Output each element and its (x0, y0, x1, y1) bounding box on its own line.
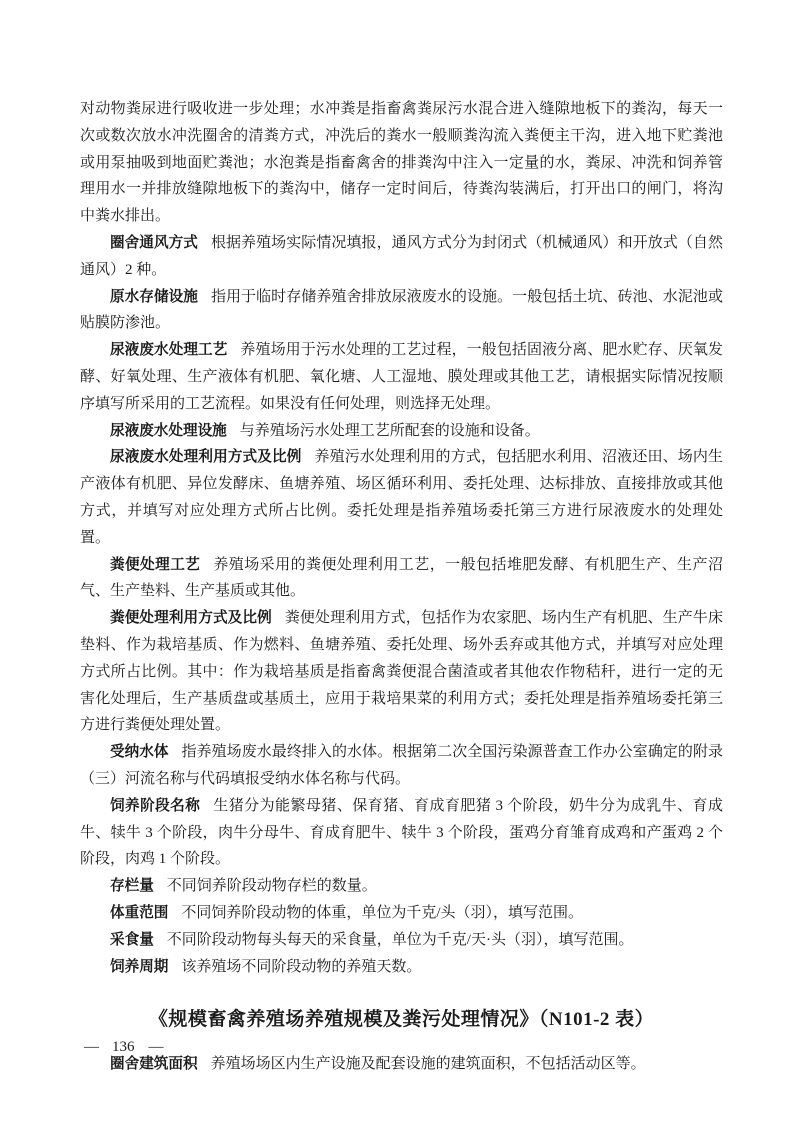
term-definition: 根据养殖场实际情况填报，通风方式分为封闭式（机械通风）和开放式（自然通风）2 种。 (80, 234, 723, 278)
definition-entry (80, 793, 723, 873)
definition-entry (80, 927, 723, 954)
term-definition: 指养殖场废水最终排入的水体。根据第二次全国污染源普查工作办公室确定的附录（三）河流名称与代码填报受纳水体名称与代码。 (80, 744, 723, 787)
term-definition: 不同阶段动物每头每天的采食量，单位为千克/天·头（羽），填写范围。 (166, 931, 634, 948)
definition-entry (80, 954, 723, 981)
term-label: 尿液废水处理工艺 (110, 342, 228, 359)
term-label: 原水存储设施 (110, 288, 198, 305)
term-definition: 养殖场采用的粪便处理利用工艺，一般包括堆肥发酵、有机肥生产、生产沼气、生产垫料、生产基质或其他。 (80, 556, 723, 600)
term-label: 粪便处理利用方式及比例 (110, 610, 272, 627)
term-label: 粪便处理工艺 (110, 556, 201, 573)
page-footer (84, 1036, 163, 1058)
term-definition: 粪便处理利用方式，包括作为农家肥、场内生产有机肥、生产牛床垫料、作为栽培基质、作为燃料、鱼塘养殖、委托处理、场外丢弃或其他方式，并填写对应处理方式所占比例。其中：作为栽培基质是指畜禽粪便混合菌渣或者其他农作物秸秆，进行一定的无害化处理后，生产基质盘或基质土，应用于栽培果菜的利用方式；委托处理是指养殖场委托第三方进行粪便处理处置。 (80, 610, 723, 734)
term-label: 受纳水体 (110, 744, 169, 761)
definition-entry (80, 230, 723, 284)
footer-dash-right: — (148, 1039, 163, 1055)
definition-entry (80, 900, 723, 927)
term-definition: 指用于临时存储养殖舍排放尿液废水的设施。一般包括土坑、砖池、水泥池或贴膜防渗池。 (80, 288, 723, 332)
term-definition: 该养殖场不同阶段动物的养殖天数。 (181, 958, 422, 975)
section-heading: 《规模畜禽养殖场养殖规模及粪污处理情况》（N101-2 表） (148, 1009, 655, 1031)
definition-entry (80, 605, 723, 739)
term-label: 尿液废水处理设施 (110, 422, 227, 439)
definition-entry (80, 1051, 723, 1078)
intro-paragraph: 对动物粪尿进行吸收进一步处理；水冲粪是指畜禽粪尿污水混合进入缝隙地板下的粪沟，每天一次或数次放水冲洗圈舍的清粪方式，冲洗后的粪水一般顺粪沟流入粪便主干沟，进入地下贮粪池或用泵抽吸到地面贮粪池；水泡粪是指畜禽舍的排粪沟中注入一定量的水，粪尿、冲洗和饲养管理用水一并排放缝隙地板下的粪沟中，储存一定时间后，待粪沟装满后，打开出口的闸门，将沟中粪水排出。 (80, 101, 723, 225)
definition-entry (80, 337, 723, 417)
definition-entry (80, 444, 723, 551)
term-definition: 不同饲养阶段动物存栏的数量。 (166, 878, 377, 895)
page-number: 136 (112, 1039, 135, 1055)
term-label: 饲养周期 (110, 958, 169, 975)
term-definition: 养殖污水处理利用的方式，包括肥水利用、沼液还田、场内生产液体有机肥、异位发酵床、鱼塘养殖、场区循环利用、委托处理、达标排放、直接排放或其他方式，并填写对应处理方式所占比例。委托处理是指养殖场委托第三方进行尿液废水的处理处置。 (80, 449, 723, 546)
definition-entry (80, 552, 723, 606)
definition-entry (80, 284, 723, 338)
term-definition: 养殖场用于污水处理的工艺过程，一般包括固液分离、肥水贮存、厌氧发酵、好氧处理、生产液体有机肥、氧化塘、人工湿地、膜处理或其他工艺，请根据实际情况按顺序填写所采用的工艺流程。如果没有任何处理，则选择无处理。 (80, 342, 723, 412)
term-label: 饲养阶段名称 (110, 797, 201, 814)
term-label: 体重范围 (110, 904, 169, 921)
term-label: 存栏量 (110, 878, 154, 895)
term-definition: 与养殖场污水处理工艺所配套的设施和设备。 (239, 422, 540, 439)
term-definition: 不同饲养阶段动物的体重，单位为千克/头（羽），填写范围。 (181, 904, 584, 921)
definition-entry (80, 418, 723, 445)
footer-dash-left: — (84, 1039, 98, 1055)
term-definition: 生猪分为能繁母猪、保育猪、育成育肥猪 3 个阶段，奶牛分为成乳牛、育成牛、犊牛 3 个阶段，肉牛分母牛、育成育肥牛、犊牛 3 个阶段，蛋鸡分育雏育成鸡和产蛋鸡 2 个阶段，肉鸡 1 个阶段。 (80, 797, 723, 868)
term-label: 尿液废水处理利用方式及比例 (110, 449, 302, 466)
term-label: 圈舍通风方式 (110, 234, 198, 251)
definition-entry (80, 873, 723, 900)
term-definition: 养殖场场区内生产设施及配套设施的建筑面积，不包括活动区等。 (210, 1056, 646, 1073)
term-label: 采食量 (110, 931, 154, 948)
definition-entry (80, 739, 723, 793)
content-area (80, 96, 723, 1078)
term-label: 圈舍建筑面积 (110, 1056, 198, 1073)
